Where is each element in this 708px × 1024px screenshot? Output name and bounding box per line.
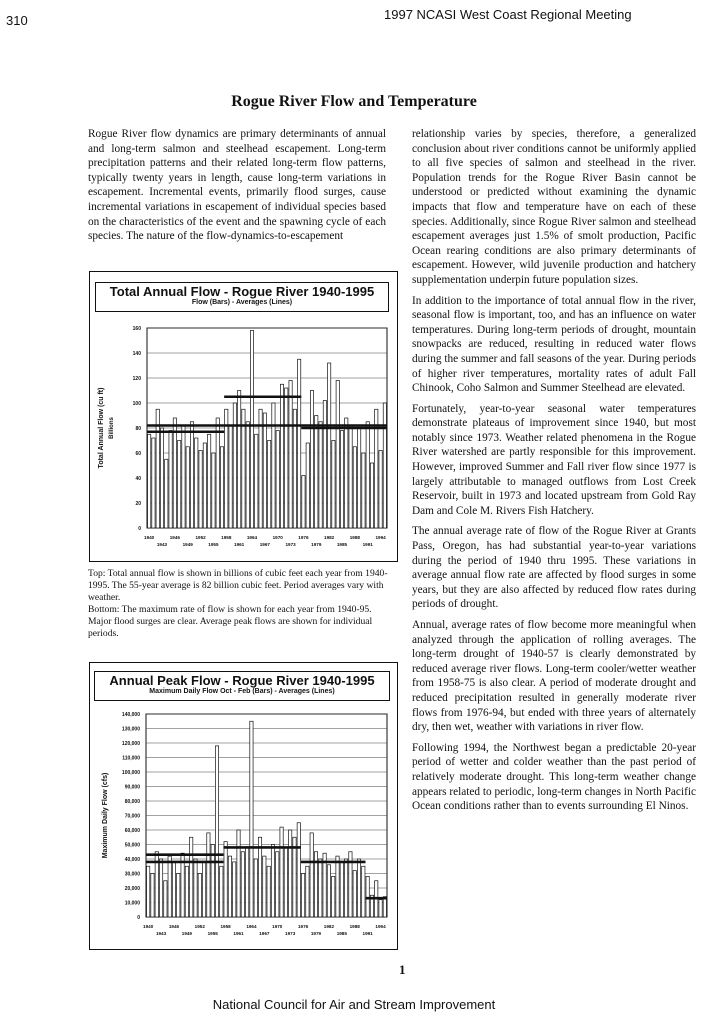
chart0-x-tick-label: 1967	[259, 542, 270, 547]
chart1-bar	[224, 842, 227, 917]
chart1-bar	[245, 847, 248, 917]
chart0-bar	[173, 418, 176, 528]
chart1-bar	[220, 866, 223, 917]
chart1-bar	[177, 874, 180, 918]
chart1-x-tick-label: 1964	[246, 924, 257, 929]
chart0-bar	[220, 447, 223, 528]
chart1-bar	[353, 871, 356, 917]
right-column	[412, 127, 696, 820]
chart0-x-tick-label: 1988	[349, 535, 360, 540]
chart0-x-tick-label: 1991	[362, 542, 373, 547]
chart0-bar	[169, 431, 172, 529]
chart1-y-tick-label: 110,000	[122, 755, 140, 762]
chart1-bar	[237, 830, 240, 917]
chart1-title: Total Annual Flow - Rogue River 1940-1995	[109, 284, 375, 299]
chart0-bar	[190, 422, 193, 528]
chart0-bar	[152, 438, 155, 528]
chart1-y-tick-label: 30,000	[124, 871, 140, 878]
chart1-y-tick-label: 10,000	[124, 900, 140, 907]
chart1-x-tick-label: 1985	[336, 931, 347, 936]
chart1-y-tick-label: 80,000	[124, 799, 140, 805]
chart0-bar	[306, 443, 309, 528]
chart0-x-tick-label: 1976	[298, 535, 309, 540]
chart0-bar	[203, 443, 206, 528]
chart1-bar	[280, 827, 283, 917]
chart0-bar	[259, 409, 262, 528]
chart1-bar	[215, 746, 218, 917]
chart0-bar	[366, 422, 369, 528]
chart0-bar	[323, 401, 326, 529]
chart0-bar	[238, 391, 241, 529]
chart1-bar	[233, 862, 236, 917]
chart1-x-tick-label: 1952	[194, 924, 205, 929]
chart0-bar	[276, 431, 279, 529]
chart0-x-tick-label: 1940	[144, 535, 155, 540]
chart0-x-tick-label: 1955	[208, 542, 219, 547]
chart1-bar	[228, 856, 231, 917]
chart0-y-tick-label: 120	[132, 376, 141, 382]
chart1-bar	[168, 856, 171, 917]
chart0-bar	[255, 434, 258, 528]
chart1-y-tick-label: 70,000	[124, 813, 140, 820]
chart1-bar	[254, 859, 257, 917]
chart1-y-tick-label: 130,000	[121, 726, 140, 733]
chart0-x-tick-label: 1946	[169, 535, 180, 540]
chart0-x-tick-label: 1943	[156, 542, 168, 547]
chart1-x-tick-label: 1982	[323, 924, 335, 929]
chart1-bar	[164, 881, 167, 917]
chart0-y-tick-label: 160	[132, 326, 141, 332]
caption-bottom: Bottom: The maximum rate of flow is shown for each year from 1940-95. Major flood surges are clear. Average peak flows are shown for individual periods.	[88, 604, 373, 639]
chart1-x-tick-label: 1946	[168, 924, 180, 929]
chart0-x-tick-label: 1958	[221, 535, 232, 540]
chart1-bar	[336, 856, 339, 917]
chart1-y-axis-label: Maximum Daily Flow (cfs)	[102, 772, 109, 859]
chart0-bar	[195, 438, 198, 528]
chart1-x-tick-label: 1967	[259, 931, 270, 936]
chart1-y-tick-label: 40,000	[124, 857, 140, 863]
right-paragraph-2: In addition to the importance of total annual flow in the river, seasonal flow is important, too, and has an influence on water temperatures. During long-term periods of drought, mountain snowpacks are reduced, resulting in reduced water flows during the summer and fall seasons of the year. During periods of higher river temperatures, mortality rates of adult Fall Chinook, Coho Salmon and Summer Steelhead are elevated.	[412, 294, 696, 395]
chart1-x-tick-label: 1955	[207, 931, 218, 936]
chart1-bar	[250, 721, 253, 917]
chart0-bar	[199, 451, 202, 529]
chart0-bar	[280, 384, 283, 528]
chart0-bar	[212, 453, 215, 528]
chart0-bar	[156, 409, 159, 528]
chart0-bar	[285, 388, 288, 528]
chart1-x-tick-label: 1961	[233, 931, 244, 936]
chart0-bar	[358, 428, 361, 528]
chart1-bar	[159, 859, 162, 917]
total-annual-flow-chart	[89, 271, 398, 562]
chart1-bar	[147, 866, 150, 917]
chart0-bar	[298, 359, 301, 528]
chart0-bar	[310, 391, 313, 529]
caption-top: Top: Total annual flow is shown in billions of cubic feet each year from 1940-1995. The 55-year average is 82 billion cubic feet. Period averages vary with weather.	[88, 568, 388, 603]
chart2-title: Annual Peak Flow - Rogue River 1940-1995	[109, 673, 375, 688]
chart1-bar	[332, 876, 335, 917]
chart0-bar	[332, 441, 335, 529]
chart1-x-tick-label: 1979	[310, 931, 322, 936]
chart1-bar	[198, 874, 201, 918]
chart1-bar	[172, 862, 175, 917]
chart1-bar	[319, 859, 322, 917]
chart1-y-tick-label: 0	[137, 915, 140, 921]
chart1-bar	[379, 900, 382, 917]
chart1-bar	[271, 845, 274, 918]
chart0-x-tick-label: 1979	[311, 542, 322, 547]
chart0-y-tick-label: 80	[135, 426, 141, 432]
chart0-y-tick-label: 140	[132, 351, 141, 357]
chart0-bar	[160, 428, 163, 528]
chart0-bar	[340, 431, 343, 529]
chart0-bar	[148, 434, 151, 528]
chart1-bar	[327, 865, 330, 917]
left-column	[88, 127, 386, 250]
chart0-bar	[353, 447, 356, 528]
chart1-bar	[267, 866, 270, 917]
chart1-bar	[344, 859, 347, 917]
chart1-x-tick-label: 1988	[349, 924, 360, 929]
chart0-bar	[293, 409, 296, 528]
chart1-bar	[207, 833, 210, 917]
chart0-bar	[302, 476, 305, 529]
chart1-bar	[357, 859, 360, 917]
chart1-plot	[90, 272, 397, 561]
chart0-bar	[229, 426, 232, 529]
chart0-x-tick-label: 1949	[182, 542, 193, 547]
chart2-subtitle: Maximum Daily Flow Oct - Feb (Bars) - Averages (Lines)	[149, 688, 335, 695]
chart1-bar	[293, 837, 296, 917]
chart0-bar	[379, 451, 382, 529]
right-paragraph-3: Fortunately, year-to-year seasonal water temperatures demonstrate plateaus of improvement since 1940, but most notably since 1973. Weather related phenomena in the Rogue River watershed are partly responsible for this improvement. However, improved Summer and Fall river flow since 1977 is largely attributable to managed outflows from Lost Creek Reservoir, built in 1973 and located upstream from Gold Ray Dam and Cole M. Rivers Fish Hatchery.	[412, 402, 696, 517]
chart0-bar	[225, 409, 228, 528]
chart0-bar	[178, 441, 181, 529]
chart0-bar	[345, 418, 348, 528]
chart1-bar	[362, 866, 365, 917]
chart1-x-tick-label: 1973	[285, 931, 296, 936]
chart1-bar	[263, 856, 266, 917]
chart0-bar	[242, 409, 245, 528]
chart0-bar	[315, 416, 318, 529]
chart0-bar	[186, 447, 189, 528]
chart1-x-tick-label: 1949	[181, 931, 193, 936]
chart1-y-tick-label: 140,000	[121, 712, 140, 718]
chart1-x-tick-label: 1991	[362, 931, 373, 936]
chart1-y-tick-label: 120,000	[121, 741, 140, 747]
chart0-x-tick-label: 1985	[336, 542, 348, 547]
chart0-bar	[182, 426, 185, 529]
chart1-bar	[297, 823, 300, 917]
chart1-y-tick-label: 100,000	[121, 770, 140, 776]
chart0-x-tick-label: 1973	[285, 542, 296, 547]
chart1-bar	[190, 837, 193, 917]
chart1-bar	[151, 874, 154, 918]
chart0-y-axis-unit: Billions	[109, 417, 115, 439]
chart0-x-tick-label: 1964	[246, 535, 258, 540]
chart1-bar	[310, 833, 313, 917]
chart1-x-tick-label: 1994	[375, 924, 386, 929]
chart1-bar	[383, 897, 386, 917]
figure-caption	[88, 568, 394, 640]
chart2-plot	[90, 663, 397, 949]
chart1-y-tick-label: 20,000	[124, 886, 140, 892]
chart0-bar	[328, 363, 331, 528]
footer: National Council for Air and Stream Improvement	[212, 997, 496, 1012]
right-paragraph-6: Following 1994, the Northwest began a predictable 20-year period of wetter and colder weather than the past period of relatively moderate drought. This long-term weather change appears related to periodic, long-term changes in North Pacific Ocean conditions rather than to events surrounding El Ninos.	[412, 741, 696, 813]
chart0-x-tick-label: 1961	[234, 542, 245, 547]
chart1-y-tick-label: 50,000	[124, 842, 140, 849]
chart1-bar	[202, 862, 205, 917]
annual-peak-flow-chart	[89, 662, 398, 950]
chart0-y-axis-label: Total Annual Flow (cu ft)	[98, 387, 105, 469]
chart1-subtitle: Flow (Bars) - Averages (Lines)	[191, 299, 293, 306]
chart1-x-tick-label: 1970	[272, 924, 283, 929]
running-header: 1997 NCASI West Coast Regional Meeting	[384, 7, 632, 22]
chart0-bar	[233, 403, 236, 528]
chart0-y-tick-label: 100	[132, 401, 141, 407]
chart0-y-tick-label: 0	[138, 526, 141, 532]
chart1-y-tick-label: 60,000	[124, 828, 140, 834]
chart1-bar	[284, 847, 287, 917]
chart1-bar	[366, 876, 369, 917]
right-paragraph-4: The annual average rate of flow of the Rogue River at Grants Pass, Oregon, has had substantial year-to-year variations during the period of 1940 thru 1995. These variations in average annual flow rate are affected by flood surges in some years, but they are also affected by reduced flow rates during periods of drought.	[412, 525, 696, 611]
chart0-bar	[263, 413, 266, 528]
chart0-bar	[349, 426, 352, 529]
chart0-bar	[383, 403, 386, 528]
chart0-x-tick-label: 1952	[195, 535, 206, 540]
chart1-bar	[258, 837, 261, 917]
chart1-bar	[301, 874, 304, 918]
page-number: 310	[6, 13, 28, 28]
right-paragraph-1: relationship varies by species, therefore, a generalized conclusion about river conditions cannot be uniformly applied to all five species of salmon and steelhead in the river. Population trends for the Rogue River Basin cannot be understood or predicted without examining the dynamic impacts that flow and temperature have on each of these species. Additionally, since Rogue River salmon and steelhead escapement averages just 1.5% of smolt production, Pacific Ocean rearing conditions are also primary determinants of escapement. However, wild juvenile production and hatchery supplementation underpin future population sizes.	[412, 128, 696, 286]
chart1-bar	[340, 862, 343, 917]
chart0-bar	[272, 403, 275, 528]
right-paragraph-5: Annual, average rates of flow become more meaningful when analyzed through the application of rolling averages. The long-term drought of 1940-57 is clearly demonstrated by reduced average river flows. Long-term cooler/wetter weather from 1958-75 is also clear. A period of moderate drought and reduced precipitation resulted in generally moderate river flows from 1976-94, but ended with three years of alternately dry, then wet, weather with variations in river flow.	[412, 619, 696, 734]
chart0-bar	[250, 331, 253, 529]
chart0-bar	[216, 418, 219, 528]
chart0-bar	[268, 441, 271, 529]
chart1-bar	[241, 852, 244, 917]
chart0-y-tick-label: 60	[135, 451, 141, 457]
chart0-bar	[370, 463, 373, 528]
article-title: Rogue River Flow and Temperature	[231, 93, 477, 110]
chart0-bar	[362, 453, 365, 528]
chart1-bar	[306, 866, 309, 917]
chart1-bar	[185, 866, 188, 917]
chart0-bar	[289, 381, 292, 529]
chart0-bar	[319, 422, 322, 528]
chart0-y-tick-label: 20	[135, 501, 141, 507]
left-paragraph-1: Rogue River flow dynamics are primary determinants of annual and long-term salmon and steelhead escapement. Long-term precipitation patterns and their related long-term flow patterns, typically twenty years in length, cause long-term variations in escapement. Incremental events, primarily flood surges, cause incremental variations in escapement of individual species based on the characteristics of the event and the spawning cycle of each species. The nature of the flow-dynamics-to-escapement	[88, 128, 386, 243]
chart0-x-tick-label: 1970	[272, 535, 283, 540]
chart1-y-tick-label: 90,000	[124, 784, 140, 791]
chart1-bar	[194, 859, 197, 917]
chart0-bar	[165, 459, 168, 528]
chart0-x-tick-label: 1982	[324, 535, 335, 540]
chart0-bar	[336, 381, 339, 529]
chart0-x-tick-label: 1994	[375, 535, 386, 540]
chart1-x-tick-label: 1958	[220, 924, 231, 929]
chart1-bar	[289, 830, 292, 917]
chart1-x-tick-label: 1976	[297, 924, 309, 929]
chart0-bar	[208, 434, 211, 528]
chart1-x-tick-label: 1940	[143, 924, 154, 929]
page-center-number: 1	[399, 962, 406, 977]
chart1-bar	[276, 852, 279, 917]
chart1-x-tick-label: 1943	[155, 931, 167, 936]
chart0-y-tick-label: 40	[135, 476, 141, 482]
chart0-bar	[246, 422, 249, 528]
